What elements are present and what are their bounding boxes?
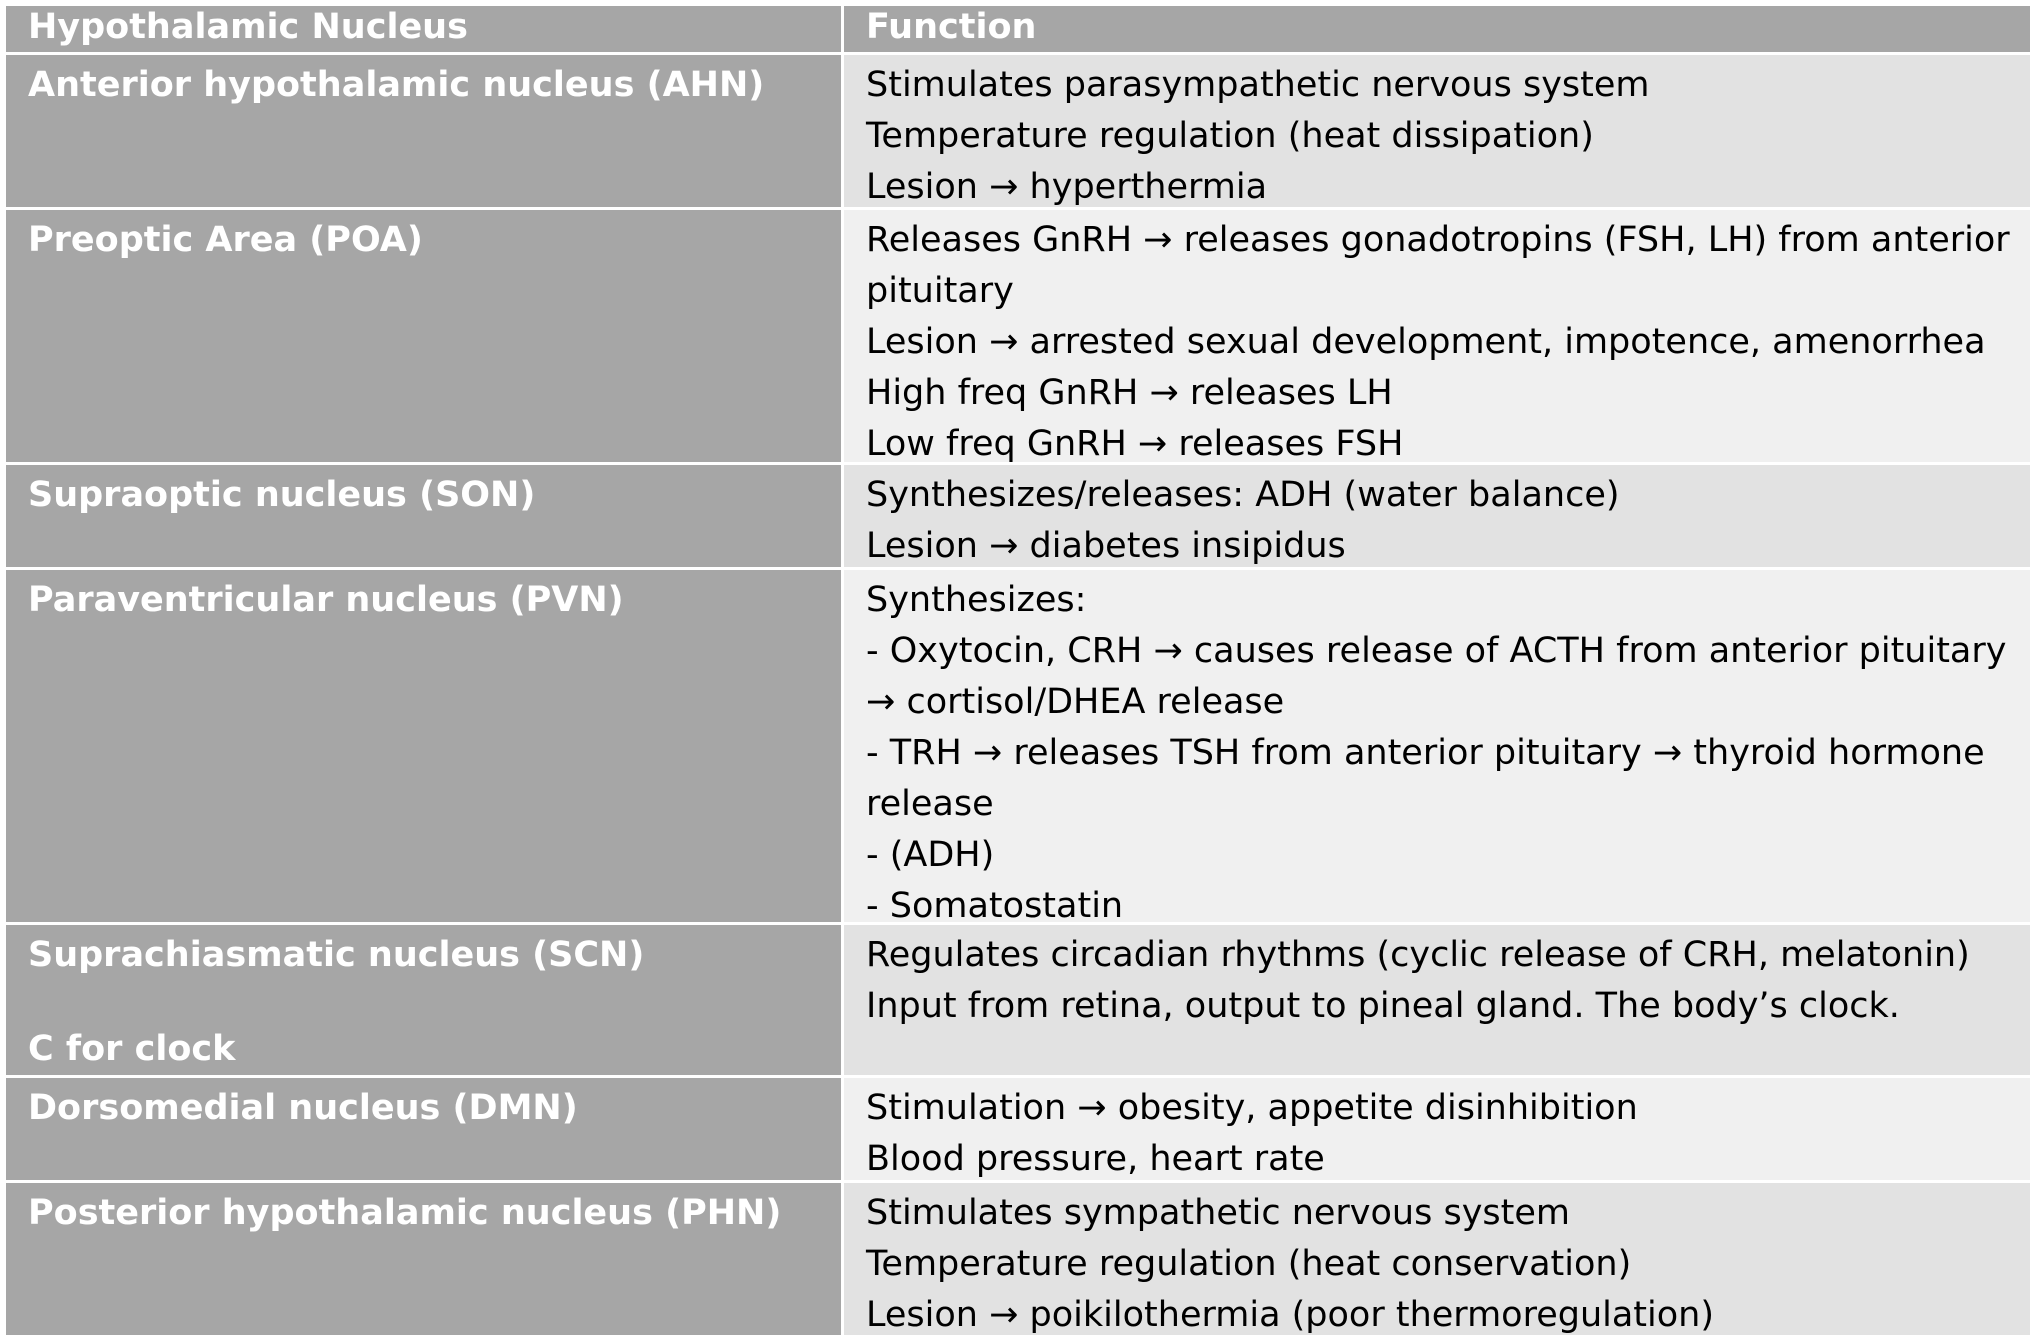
nucleus-cell [6,55,841,207]
nucleus-name: Suprachiasmatic nucleus (SCN) [28,935,645,975]
nucleus-name: Posterior hypothalamic nucleus (PHN) [28,1193,782,1233]
nucleus-cell [6,210,841,462]
nucleus-cell [6,1078,841,1180]
function-line: Regulates circadian rhythms (cyclic release of CRH, melatonin) [866,935,1970,975]
function-line: Temperature regulation (heat conservation) [866,1244,1632,1284]
function-line: High freq GnRH → releases LH [866,373,1393,413]
header-nucleus: Hypothalamic Nucleus [6,6,841,52]
function-cell [844,210,2030,462]
nucleus-cell [6,465,841,567]
nucleus-name: Anterior hypothalamic nucleus (AHN) [28,65,765,105]
function-line: pituitary [866,271,1014,311]
nucleus-note: C for clock [28,1029,236,1069]
nucleus-cell [6,1183,841,1335]
function-line: Lesion → diabetes insipidus [866,526,1346,566]
nucleus-name: Dorsomedial nucleus (DMN) [28,1088,578,1128]
function-cell [844,465,2030,567]
function-cell [844,55,2030,207]
function-line: Releases GnRH → releases gonadotropins (FSH, LH) from anterior [866,220,2010,260]
function-line: - Oxytocin, CRH → causes release of ACTH from anterior pituitary [866,631,2007,671]
header-function: Function [844,6,2030,52]
function-line: Input from retina, output to pineal gland. The body’s clock. [866,986,1900,1026]
function-line: Stimulates sympathetic nervous system [866,1193,1570,1233]
function-line: Lesion → hyperthermia [866,167,1268,207]
function-line: Stimulates parasympathetic nervous system [866,65,1650,105]
function-line: Lesion → poikilothermia (poor thermoregulation) [866,1295,1714,1335]
function-line: - Somatostatin [866,886,1124,922]
function-line: Low freq GnRH → releases FSH [866,424,1404,462]
function-line: Blood pressure, heart rate [866,1139,1325,1179]
nucleus-cell [6,925,841,1075]
function-line: Temperature regulation (heat dissipation) [866,116,1594,156]
nucleus-cell [6,570,841,922]
nucleus-name: Supraoptic nucleus (SON) [28,475,536,515]
function-line: release [866,784,994,824]
nucleus-name: Paraventricular nucleus (PVN) [28,580,624,620]
function-line: - (ADH) [866,835,995,875]
nucleus-function-table [6,6,2030,1335]
function-line: Stimulation → obesity, appetite disinhibition [866,1088,1638,1128]
function-line: Lesion → arrested sexual development, impotence, amenorrhea [866,322,1986,362]
function-line: Synthesizes/releases: ADH (water balance) [866,475,1620,515]
function-line: Synthesizes: [866,580,1087,620]
function-line: → cortisol/DHEA release [866,682,1285,722]
function-line: - TRH → releases TSH from anterior pituitary → thyroid hormone [866,733,1985,773]
function-cell [844,1078,2030,1180]
function-cell [844,1183,2030,1335]
nucleus-name: Preoptic Area (POA) [28,220,423,260]
function-cell [844,925,2030,1075]
function-cell [844,570,2030,922]
